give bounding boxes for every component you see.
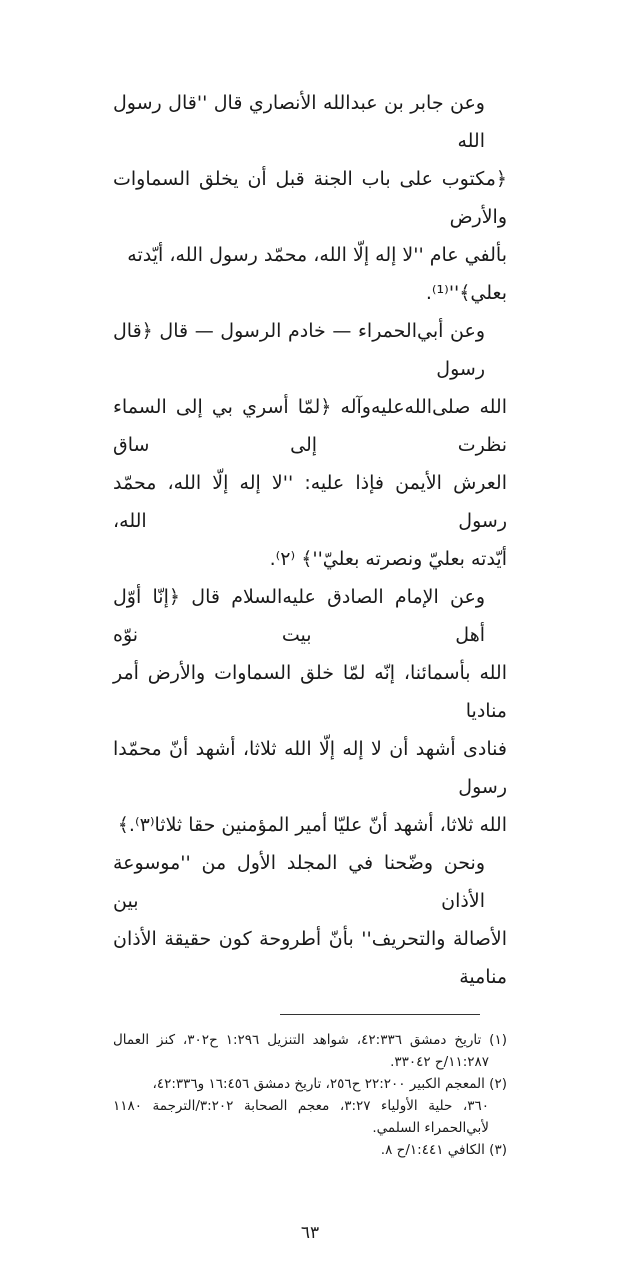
footnote-line: ١١:٢٨٧/ح ٣٣٠٤٢. — [390, 1054, 489, 1070]
text-line: العرش الأيمن فإذا عليه: ''لا إله إلّا الله، محمّد رسول الله، — [113, 472, 507, 532]
footnote-separator — [280, 1014, 480, 1015]
text-line: وعن الإمام الصادق عليه‌السلام قال ﴿إنّا أوّل أهل بيت نوّه — [113, 586, 485, 646]
text-line: فنادى أشهد أن لا إله إلّا الله ثلاثا، أشهد أنّ محمّدا رسول — [113, 738, 507, 798]
footnote-line: (١) تاريخ دمشق ٤٢:٣٣٦، شواهد التنزيل ١:٢٩٦ ح٣٠٢، كنز العمال — [113, 1032, 507, 1048]
text-line: الله بأسمائنا، إنّه لمّا خلق السماوات والأرض أمر مناديا — [113, 662, 507, 722]
page-number: ٦٣ — [300, 1223, 320, 1243]
footnotes — [113, 1029, 507, 1161]
footnote-line: (٣) الكافي ١:٤٤١/ح ٨. — [380, 1142, 507, 1158]
text-line: ﴿مكتوب على باب الجنة قبل أن يخلق السماوات والأرض — [113, 168, 507, 228]
text-line: ونحن وضّحنا في المجلد الأول من ''موسوعة الأذان بين — [113, 852, 485, 912]
text-line: الأصالة والتحريف'' بأنّ أطروحة كون حقيقة الأذان منامية — [113, 928, 507, 988]
main-text — [113, 84, 507, 996]
footnote-line: لأبي‌الحمراء السلمي. — [372, 1120, 489, 1136]
text-line: وعن أبي‌الحمراء — خادم الرسول — قال ﴿قال رسول — [113, 320, 485, 380]
text-line: الله ثلاثا، أشهد أنّ عليّا أمير المؤمنين حقا ثلاثا⁽٣⁾.﴾ — [117, 814, 507, 836]
footnote-line: (٢) المعجم الكبير ٢٢:٢٠٠ ح٢٥٦، تاريخ دمشق ١٦:٤٥٦ و٤٢:٣٣٦، — [152, 1076, 507, 1092]
text-line: الله صلى‌الله‌عليه‌وآله ﴿لمّا أسري بي إلى السماء نظرت إلى ساق — [113, 396, 507, 456]
text-line: أيّدته بعليّ ونصرته بعليّ''﴾ ⁽٢⁾. — [269, 548, 507, 570]
text-line: وعن جابر بن عبدالله الأنصاري قال ''قال رسول الله — [113, 92, 485, 152]
footnote-line: ٣٦٠، حلية الأولياء ٣:٢٧، معجم الصحابة ٣:٢٠٢/الترجمة ١١٨٠ — [113, 1098, 489, 1114]
text-line: بألفي عام ''لا إله إلّا الله، محمّد رسول الله، أيّدته بعلي﴾''⁽¹⁾. — [127, 244, 507, 304]
